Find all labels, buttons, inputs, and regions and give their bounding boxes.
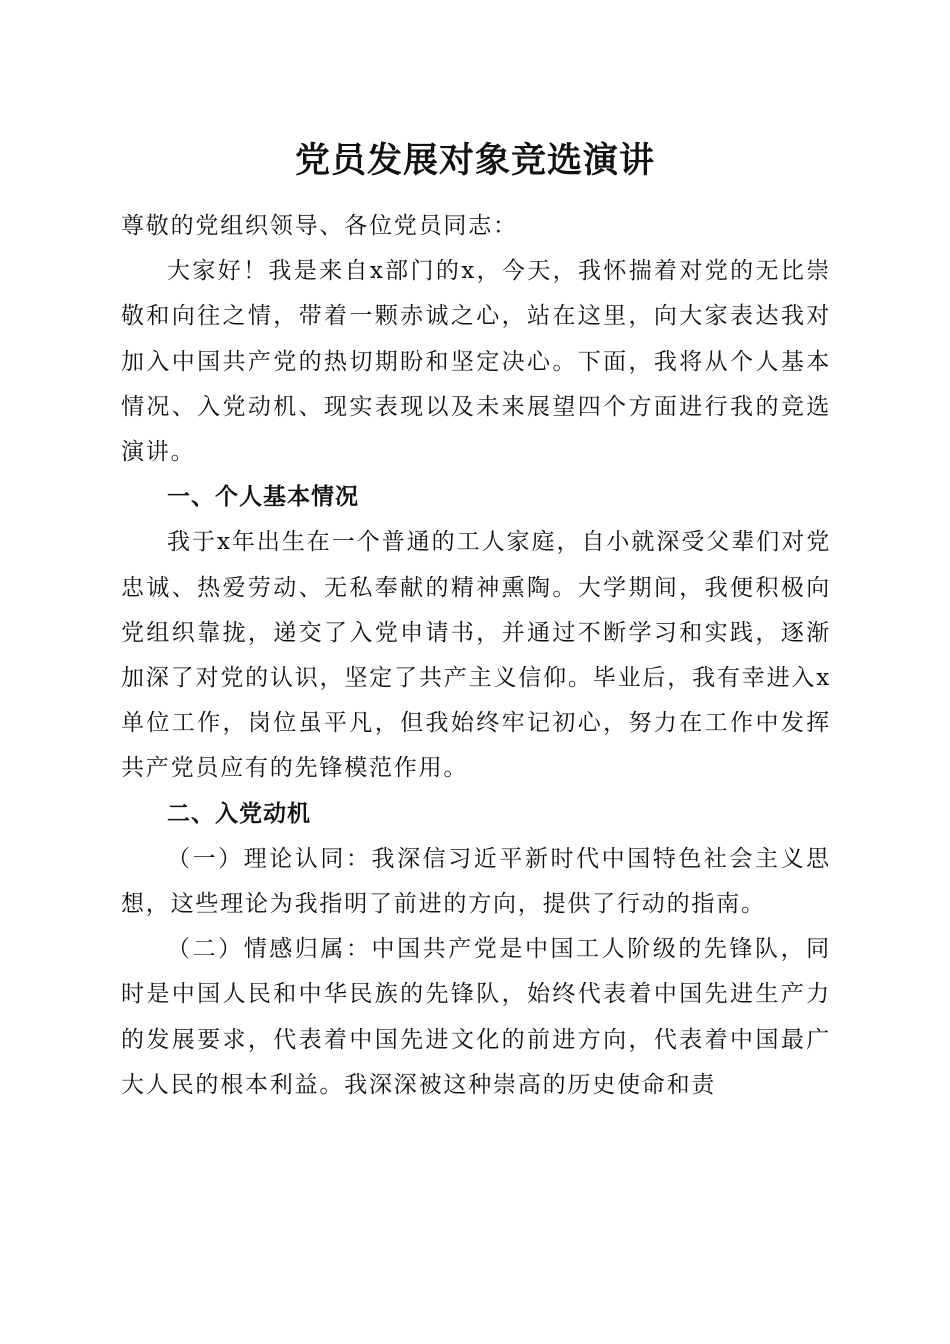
section-heading-motivation: 二、入党动机	[167, 800, 311, 827]
section-heading-basic-info: 一、个人基本情况	[167, 484, 359, 511]
document-title: 党员发展对象竞选演讲	[294, 140, 655, 181]
document-body	[121, 204, 831, 1108]
salutation: 尊敬的党组织领导、各位党员同志：	[121, 213, 518, 239]
motivation-item-theory: （一）理论认同：我深信习近平新时代中国特色社会主义思想，这些理论为我指明了前进的方向，提供了行动的指南。	[121, 845, 831, 918]
basic-info-paragraph: 我于x年出生在一个普通的工人家庭，自小就深受父辈们对党忠诚、热爱劳动、无私奉献的精神熏陶。大学期间，我便积极向党组织靠拢，递交了入党申请书，并通过不断学习和实践，逐渐加深了对党的认识，坚定了共产主义信仰。毕业后，我有幸进入x单位工作，岗位虽平凡，但我始终牢记初心，努力在工作中发挥共产党员应有的先锋模范作用。	[121, 529, 831, 782]
motivation-item-emotion: （二）情感归属：中国共产党是中国工人阶级的先锋队，同时是中国人民和中华民族的先锋队，始终代表着中国先进生产力的发展要求，代表着中国先进文化的前进方向，代表着中国最广大人民的根本利益。我深深被这种崇高的历史使命和责	[121, 936, 831, 1098]
intro-paragraph: 大家好！我是来自x部门的x，今天，我怀揣着对党的无比崇敬和向往之情，带着一颗赤诚之心，站在这里，向大家表达我对加入中国共产党的热切期盼和坚定决心。下面，我将从个人基本情况、入党动机、现实表现以及未来展望四个方面进行我的竞选演讲。	[121, 258, 831, 466]
